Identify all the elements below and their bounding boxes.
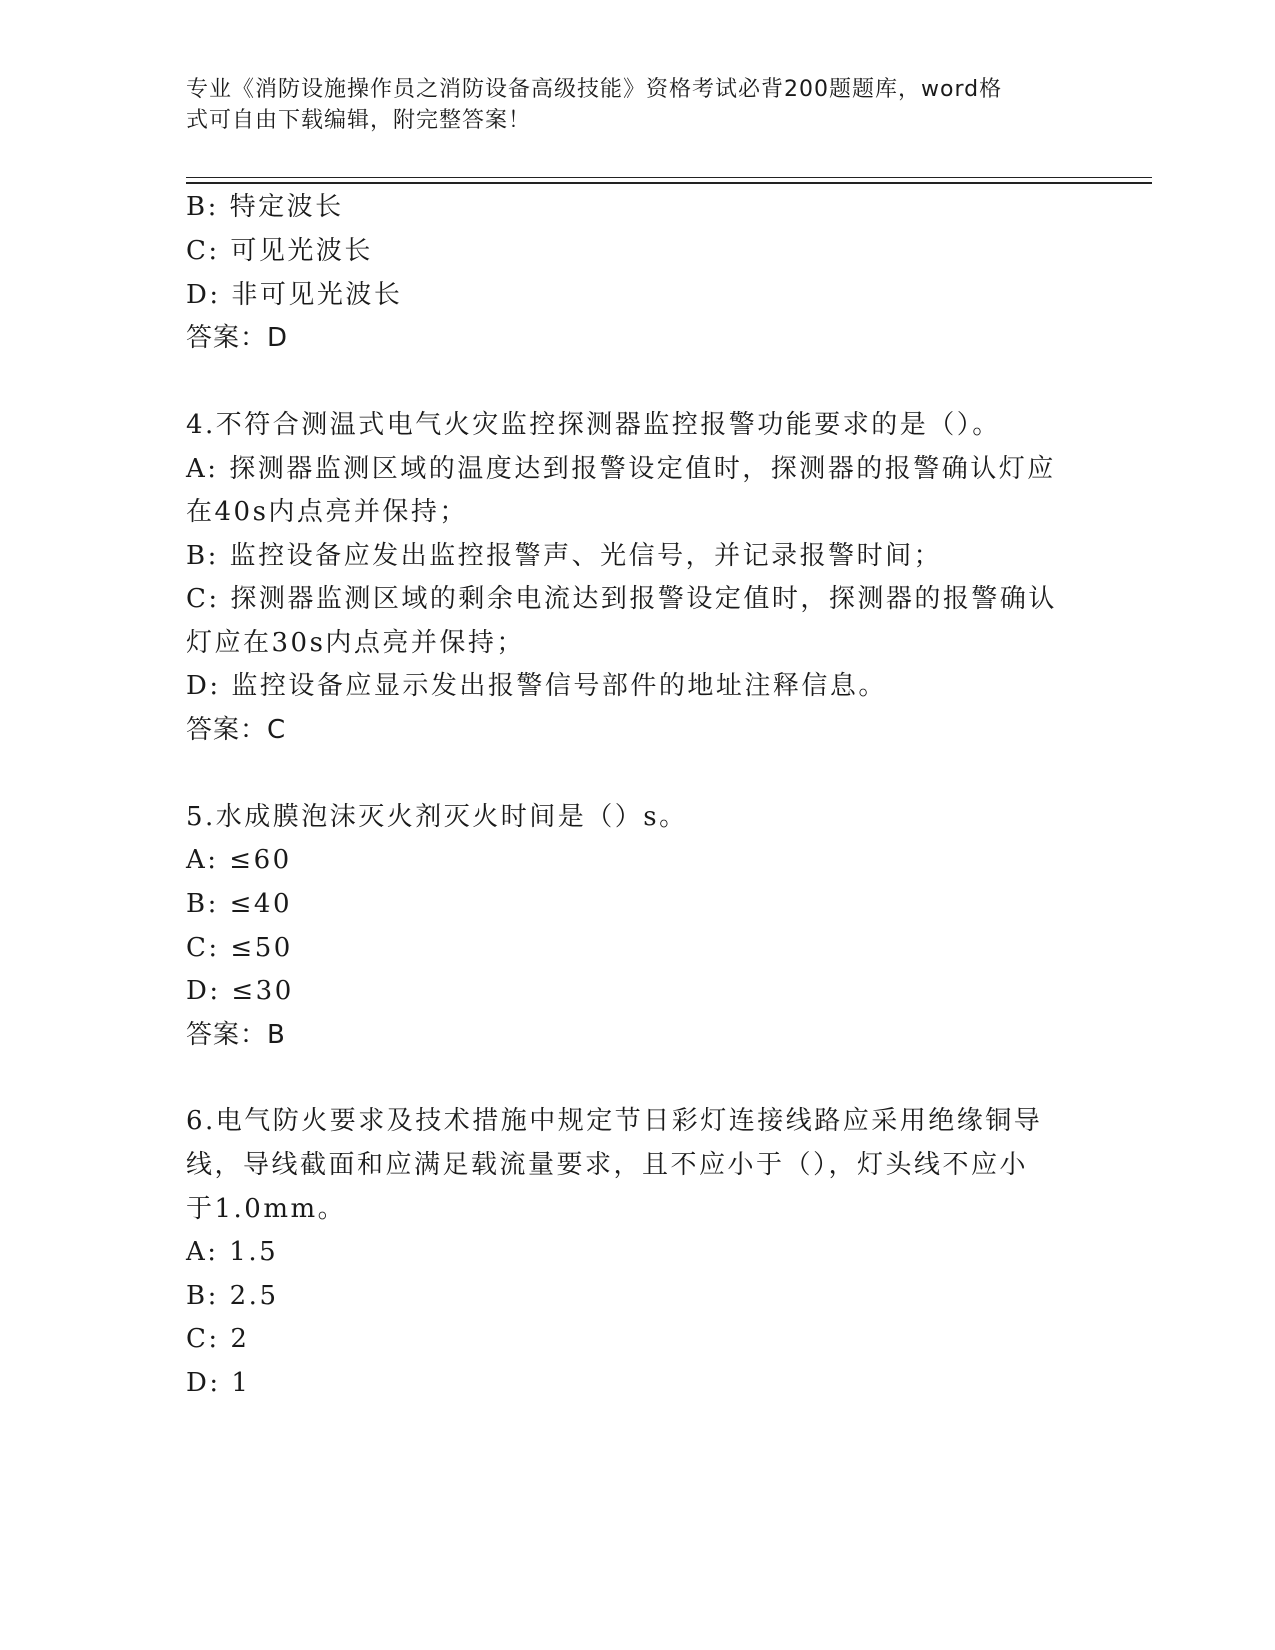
q6-option-a: A: 1.5 <box>186 1237 279 1267</box>
header-divider-thick <box>186 182 1152 184</box>
q6-option-b: B: 2.5 <box>186 1281 279 1311</box>
q3-option-b: B: 特定波长 <box>186 192 344 222</box>
q5-option-d: D: ≤30 <box>186 976 294 1006</box>
q5-option-a: A: ≤60 <box>186 845 292 875</box>
q4-option-d: D: 监控设备应显示发出报警信号部件的地址注释信息。 <box>186 671 887 701</box>
header-line-1: 专业《消防设施操作员之消防设备高级技能》资格考试必背200题题库，word格 <box>186 77 1003 102</box>
q3-answer: 答案：D <box>186 323 289 353</box>
q5-option-b: B: ≤40 <box>186 889 292 919</box>
q4-option-b: B: 监控设备应发出监控报警声、光信号，并记录报警时间； <box>186 541 943 571</box>
q6-question-line-2: 线，导线截面和应满足载流量要求，且不应小于（），灯头线不应小 <box>186 1150 1029 1180</box>
header-divider-thin <box>186 177 1152 178</box>
q4-option-c-line-2: 灯应在30s内点亮并保持； <box>186 628 525 658</box>
header-line-2: 式可自由下载编辑，附完整答案！ <box>186 108 532 133</box>
q4-option-a-line-1: A: 探测器监测区域的温度达到报警设定值时，探测器的报警确认灯应 <box>186 454 1056 484</box>
q4-answer: 答案：C <box>186 715 287 745</box>
q5-answer: 答案：B <box>186 1020 286 1050</box>
q3-option-c: C: 可见光波长 <box>186 236 373 266</box>
q6-option-c: C: 2 <box>186 1324 250 1354</box>
document-header <box>186 74 1086 136</box>
q4-question: 4.不符合测温式电气火灾监控探测器监控报警功能要求的是（）。 <box>186 410 1001 440</box>
q4-option-c-line-1: C: 探测器监测区域的剩余电流达到报警设定值时，探测器的报警确认 <box>186 584 1057 614</box>
q5-question: 5.水成膜泡沫灭火剂灭火时间是（）s。 <box>186 802 688 832</box>
q6-option-d: D: 1 <box>186 1368 251 1398</box>
q6-question-line-1: 6.电气防火要求及技术措施中规定节日彩灯连接线路应采用绝缘铜导 <box>186 1106 1043 1136</box>
q6-question-line-3: 于1.0mm。 <box>186 1194 347 1224</box>
q5-option-c: C: ≤50 <box>186 933 293 963</box>
q3-option-d: D: 非可见光波长 <box>186 280 403 310</box>
q4-option-a-line-2: 在40s内点亮并保持； <box>186 497 468 527</box>
